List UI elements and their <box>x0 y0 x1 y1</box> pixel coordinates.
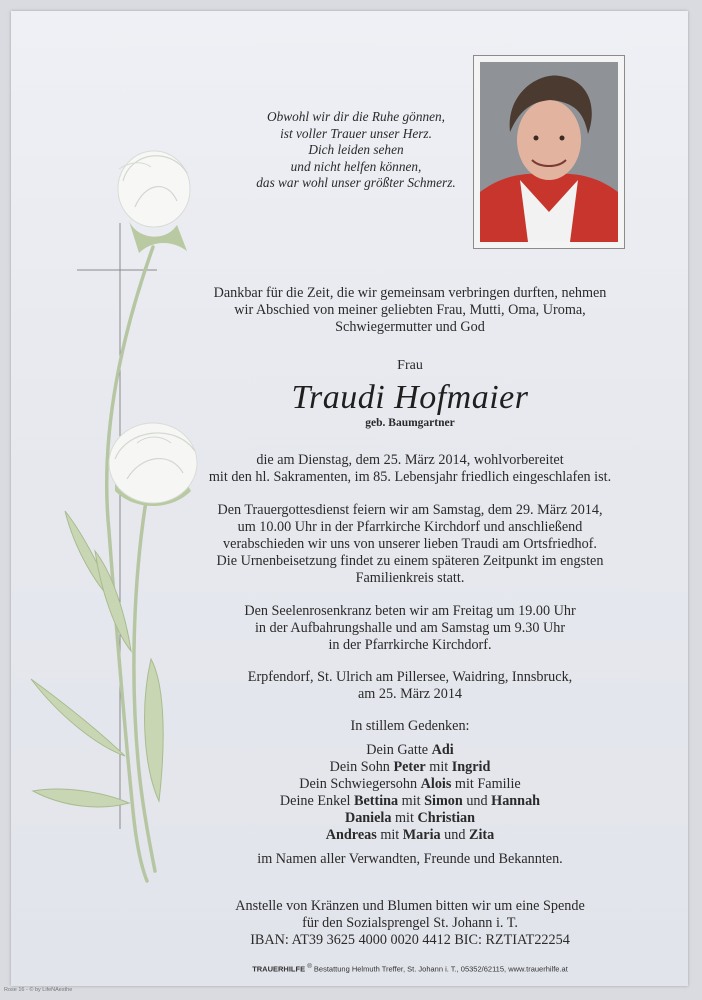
donation-notice <box>171 898 649 949</box>
mourner-name: Bettina <box>353 793 399 809</box>
mourner-line <box>171 793 649 810</box>
death-notice-line: mit den hl. Sakramenten, im 85. Lebensjahr friedlich eingeschlafen ist. <box>208 469 612 485</box>
deceased-name: Traudi Hofmaier <box>291 379 529 416</box>
mourner-name: Simon <box>424 793 463 809</box>
mourner-line <box>171 776 649 793</box>
mourner-text: mit <box>398 793 425 809</box>
poem-line: Obwohl wir dir die Ruhe gönnen, <box>266 109 446 124</box>
mourner-name: Maria <box>402 827 441 843</box>
mourner-line <box>171 827 649 844</box>
place-date-line: am 25. März 2014 <box>357 686 463 702</box>
service-line: Den Trauergottesdienst feiern wir am Samstag, dem 29. März 2014, <box>217 502 603 518</box>
mourner-name: Andreas <box>325 827 377 843</box>
mourner-name: Zita <box>468 827 495 843</box>
donation-iban: IBAN: AT39 3625 4000 0020 4412 BIC: RZTIAT22254 <box>250 932 570 948</box>
service-line: Die Urnenbeisetzung findet zu einem späteren Zeitpunkt im engsten <box>216 553 604 569</box>
obituary-sheet <box>11 11 688 986</box>
rosary-line: in der Pfarrkirche Kirchdorf. <box>328 637 492 653</box>
mourner-text: und <box>440 827 469 843</box>
relatives-line: im Namen aller Verwandten, Freunde und Bekannten. <box>257 851 563 867</box>
mourner-text: mit <box>425 759 452 775</box>
service-line: verabschieden wir uns von unserer lieben Traudi am Ortsfriedhof. <box>223 536 597 552</box>
portrait-photo <box>480 62 618 242</box>
mourner-text: Dein Schwiegersohn <box>299 776 421 792</box>
mourner-text: Deine Enkel <box>279 793 354 809</box>
mourner-line <box>171 742 649 759</box>
mourner-line <box>171 759 649 776</box>
mourner-name: Hannah <box>491 793 541 809</box>
portrait-frame <box>473 55 625 249</box>
rosary-notice <box>171 603 649 654</box>
poem-line: ist voller Trauer unser Herz. <box>280 125 432 141</box>
mourner-name: Alois <box>420 776 452 792</box>
poem <box>221 109 491 192</box>
mourner-text: mit <box>391 810 418 826</box>
service-line: Familienkreis statt. <box>355 570 465 586</box>
mourner-name: Adi <box>431 742 454 758</box>
poem-line: Dich leiden sehen <box>308 142 404 157</box>
mourners-list <box>171 742 649 844</box>
registered-mark: ® <box>307 963 312 970</box>
service-line: um 10.00 Uhr in der Pfarrkirche Kirchdorf und anschließend <box>237 519 583 535</box>
death-notice <box>171 452 649 486</box>
place-date-line: Erpfendorf, St. Ulrich am Pillersee, Waidring, Innsbruck, <box>247 669 573 685</box>
footer-text: Bestattung Helmuth Treffer, St. Johann i. T., 05352/62115, www.trauerhilfe.at <box>311 964 568 974</box>
birth-name: geb. Baumgartner <box>365 417 455 429</box>
mourner-text: Dein Sohn <box>329 759 394 775</box>
intro-text <box>171 285 649 336</box>
mourner-name: Ingrid <box>451 759 491 775</box>
footer-imprint <box>171 963 649 974</box>
intro-line: Dankbar für die Zeit, die wir gemeinsam verbringen durften, nehmen <box>213 285 607 301</box>
funeral-service <box>171 502 649 587</box>
place-date <box>171 669 649 703</box>
mourner-name: Christian <box>417 810 476 826</box>
mourner-text: Dein Gatte <box>366 742 432 758</box>
donation-line: Anstelle von Kränzen und Blumen bitten wir um eine Spende <box>235 898 585 914</box>
mourner-text: mit Familie <box>451 776 521 792</box>
death-notice-line: die am Dienstag, dem 25. März 2014, wohlvorbereitet <box>256 452 564 468</box>
mourner-name: Peter <box>393 759 426 775</box>
mourner-text: mit <box>376 827 403 843</box>
intro-line: Schwiegermutter und God <box>335 319 485 335</box>
rose-top-icon <box>118 151 190 253</box>
poem-line: und nicht helfen können, <box>290 158 422 174</box>
donation-line: für den Sozialsprengel St. Johann i. T. <box>302 915 518 931</box>
title-prefix: Frau <box>397 358 423 373</box>
poem-line: das war wohl unser größter Schmerz. <box>256 175 456 190</box>
mourner-name: Daniela <box>344 810 392 826</box>
mourners-heading: In stillem Gedenken: <box>350 718 470 734</box>
footer-brand: TRAUERHILFE <box>252 964 306 974</box>
rosary-line: Den Seelenrosenkranz beten wir am Freitag um 19.00 Uhr <box>244 603 576 619</box>
mourner-line <box>171 810 649 827</box>
mourner-text: und <box>462 793 492 809</box>
image-credit: Rose 16 - © by LifeNAesthe <box>4 987 73 993</box>
rosary-line: in der Aufbahrungshalle und am Samstag um 9.30 Uhr <box>254 620 566 636</box>
intro-line: wir Abschied von meiner geliebten Frau, Mutti, Oma, Uroma, <box>234 302 586 318</box>
